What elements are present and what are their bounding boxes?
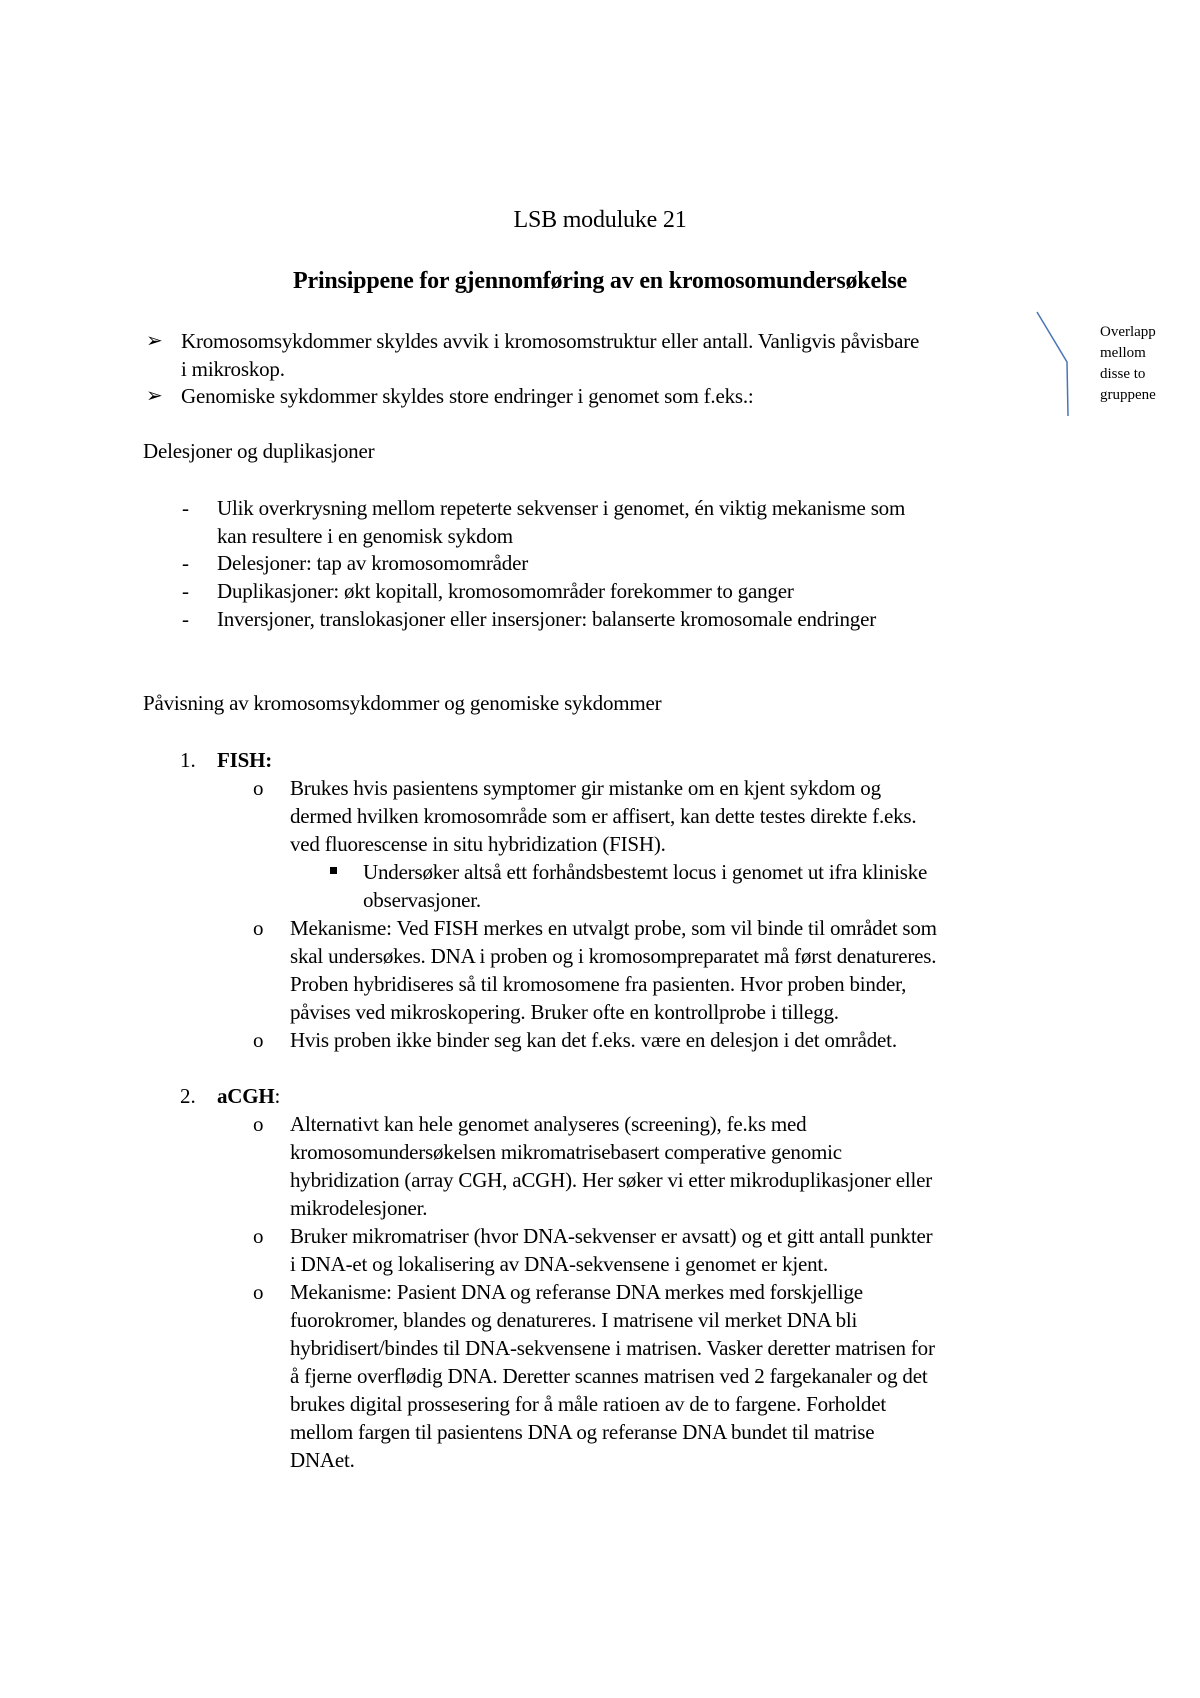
- point-line: kromosomundersøkelsen mikromatrisebasert comperative genomic: [290, 1140, 842, 1164]
- circle-bullet: o: [253, 1224, 264, 1248]
- square-bullet-icon: [330, 867, 337, 874]
- page-subtitle: Prinsippene for gjennomføring av en kromosomundersøkelse: [293, 268, 907, 294]
- intro-bullet-1-line-1: Kromosomsykdommer skyldes avvik i kromosomstruktur eller antall. Vanligvis påvisbare: [181, 329, 920, 353]
- section-heading-deletions: Delesjoner og duplikasjoner: [143, 439, 375, 463]
- page-title: LSB moduluke 21: [513, 207, 687, 233]
- circle-bullet: o: [253, 776, 264, 800]
- dash-bullet: -: [182, 607, 189, 631]
- sub-point-line: observasjoner.: [363, 888, 481, 912]
- list-item-line: kan resultere i en genomisk sykdom: [217, 524, 513, 548]
- list-item-line: Delesjoner: tap av kromosomområder: [217, 551, 529, 575]
- point-line: Mekanisme: Pasient DNA og referanse DNA merkes med forskjellige: [290, 1280, 863, 1304]
- circle-bullet: o: [253, 916, 264, 940]
- comment-bracket-icon: [1035, 310, 1085, 420]
- point-line: hybridisert/bindes til DNA-sekvensene i matrisen. Vasker deretter matrisen for: [290, 1336, 935, 1360]
- point-line: DNAet.: [290, 1448, 355, 1472]
- section-heading-detection: Påvisning av kromosomsykdommer og genomiske sykdommer: [143, 691, 662, 715]
- point-line: Proben hybridiseres så til kromosomene fra pasienten. Hvor proben binder,: [290, 972, 907, 996]
- margin-comment-line-1: Overlapp: [1100, 324, 1156, 340]
- list-item-line: Duplikasjoner: økt kopitall, kromosomområder forekommer to ganger: [217, 579, 794, 603]
- method-name-acgh: [217, 1082, 280, 1110]
- method-number: 2.: [180, 1084, 196, 1108]
- method-number: 1.: [180, 748, 196, 772]
- point-line: Brukes hvis pasientens symptomer gir mistanke om en kjent sykdom og: [290, 776, 881, 800]
- margin-comment-line-2: mellom: [1100, 345, 1146, 361]
- circle-bullet: o: [253, 1280, 264, 1304]
- point-line: skal undersøkes. DNA i proben og i kromosompreparatet må først denatureres.: [290, 944, 937, 968]
- margin-comment-line-3: disse to: [1100, 366, 1146, 382]
- intro-bullet-2-line-1: Genomiske sykdommer skyldes store endringer i genomet som f.eks.:: [181, 384, 754, 408]
- dash-bullet: -: [182, 551, 189, 575]
- dash-bullet: -: [182, 579, 189, 603]
- point-line: Alternativt kan hele genomet analyseres (screening), fe.ks med: [290, 1112, 807, 1136]
- point-line: i DNA-et og lokalisering av DNA-sekvensene i genomet er kjent.: [290, 1252, 829, 1276]
- circle-bullet: o: [253, 1028, 264, 1052]
- dash-bullet: -: [182, 496, 189, 520]
- point-line: Bruker mikromatriser (hvor DNA-sekvenser er avsatt) og et gitt antall punkter: [290, 1224, 933, 1248]
- point-line: mikrodelesjoner.: [290, 1196, 428, 1220]
- point-line: brukes digital prossesering for å måle ratioen av de to fargene. Forholdet: [290, 1392, 886, 1416]
- method-name-fish: FISH:: [217, 748, 273, 772]
- list-item-line: Inversjoner, translokasjoner eller insersjoner: balanserte kromosomale endringer: [217, 607, 877, 631]
- point-line: mellom fargen til pasientens DNA og referanse DNA bundet til matrise: [290, 1420, 875, 1444]
- intro-bullet-1-line-2: i mikroskop.: [181, 357, 285, 381]
- point-line: fuorokromer, blandes og denatureres. I matrisene vil merket DNA bli: [290, 1308, 858, 1332]
- arrow-bullet-icon: ➢: [146, 330, 163, 352]
- method-name-acgh-text: aCGH: [217, 1084, 275, 1108]
- method-name-acgh-suffix: :: [274, 1084, 281, 1108]
- arrow-bullet-icon: ➢: [146, 385, 163, 407]
- point-line: hybridization (array CGH, aCGH). Her søker vi etter mikroduplikasjoner eller: [290, 1168, 933, 1192]
- point-line: å fjerne overflødig DNA. Deretter scannes matrisen ved 2 fargekanaler og det: [290, 1364, 928, 1388]
- margin-comment-line-4: gruppene: [1100, 387, 1156, 403]
- point-line: Mekanisme: Ved FISH merkes en utvalgt probe, som vil binde til området som: [290, 916, 937, 940]
- sub-point-line: Undersøker altså ett forhåndsbestemt locus i genomet ut ifra kliniske: [363, 860, 928, 884]
- point-line: Hvis proben ikke binder seg kan det f.eks. være en delesjon i det området.: [290, 1028, 897, 1052]
- point-line: påvises ved mikroskopering. Bruker ofte en kontrollprobe i tillegg.: [290, 1000, 839, 1024]
- point-line: dermed hvilken kromosområde som er affisert, kan dette testes direkte f.eks.: [290, 804, 917, 828]
- point-line: ved fluorescense in situ hybridization (FISH).: [290, 832, 666, 856]
- circle-bullet: o: [253, 1112, 264, 1136]
- list-item-line: Ulik overkrysning mellom repeterte sekvenser i genomet, én viktig mekanisme som: [217, 496, 906, 520]
